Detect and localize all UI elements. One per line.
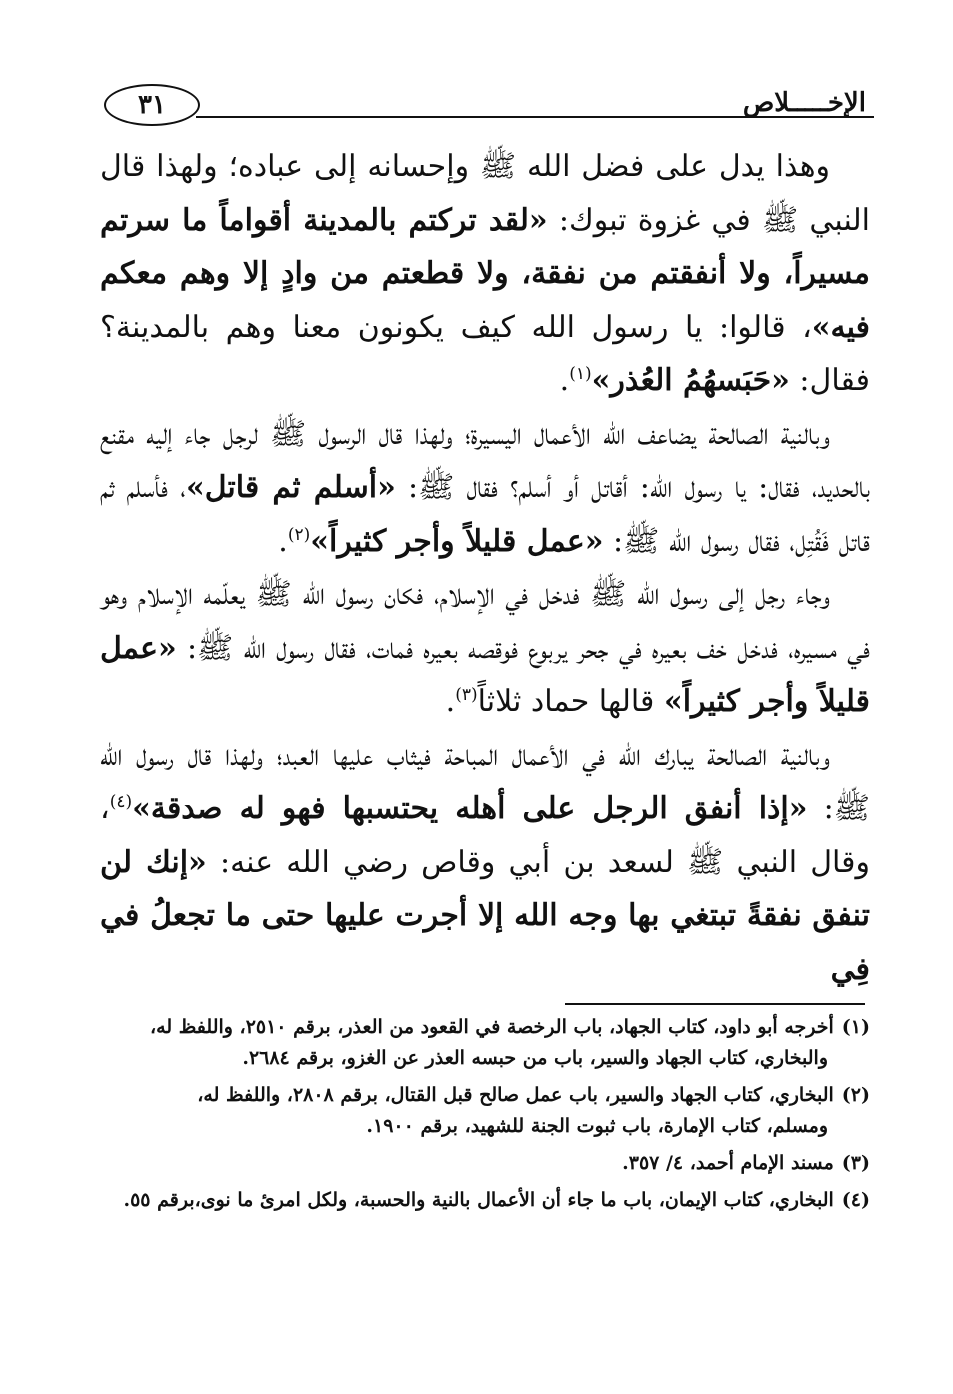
footnote-number: (٤) (841, 1189, 870, 1211)
footnote-separator (565, 1003, 865, 1005)
paragraph-2 (100, 408, 870, 569)
footnote-text: البخاري، كتاب الجهاد والسير، باب عمل صالح قبل القتال، برقم ٢٨٠٨، واللفظ له، (197, 1084, 834, 1106)
footnote-number: (١) (841, 1016, 870, 1038)
paragraph-text: ، فأسلم ثم قاتل فَقُتِل، فقال رسول الله ﷺ: (100, 470, 870, 559)
footnote-text: والبخاري، كتاب الجهاد والسير، باب من حبسه العذر عن الغزو، برقم ٢٦٨٤. (242, 1047, 828, 1069)
footnote-2 (90, 1080, 870, 1142)
running-title: الإخـــــلاص (742, 88, 866, 118)
footnote-marker: (٣) (455, 685, 478, 705)
footnote-text: أخرجه أبو داود، كتاب الجهاد، باب الرخصة في القعود من العذر، برقم ٢٥١٠، واللفظ له، (150, 1016, 834, 1038)
hadith-quote: «أسلم ثم قاتل» (185, 470, 396, 505)
footnote-number: (٣) (841, 1152, 870, 1174)
hadith-quote: «إذا أنفق الرجل على أهله يحتسبها فهو له صدقة» (132, 791, 808, 826)
footnote-text: ومسلم، كتاب الإمارة، باب ثبوت الجنة للشهيد، برقم ١٩٠٠. (366, 1115, 828, 1137)
footnote-3 (90, 1148, 870, 1179)
paragraph-text: . (559, 363, 570, 398)
footnote-number: (٢) (841, 1084, 870, 1106)
paragraph-text: ، قالوا: يا رسول الله كيف يكونون معنا وهم بالمدينة؟ فقال: (100, 309, 870, 398)
hadith-quote: «عمل قليلاً وأجر كثيراً» (100, 630, 870, 719)
footnote-1 (90, 1012, 870, 1074)
paragraph-4 (100, 729, 870, 997)
page-header (100, 82, 880, 132)
hadith-quote: «حَبَسهُمُ العُذر» (591, 363, 790, 398)
paragraph-text: وهذا يدل على فضل الله ﷺ وإحسانه إلى عباده؛ ولهذا قال النبي ﷺ في غزوة تبوك: (100, 149, 870, 238)
paragraph-text: ، وقال النبي ﷺ لسعد بن أبي وقاص رضي الله عنه: (100, 791, 871, 880)
paragraph-text: . (278, 523, 288, 559)
paragraph-3 (100, 568, 870, 729)
paragraph-text: قالها حماد ثلاثاً (477, 684, 664, 719)
page-number: ٣١ (104, 84, 200, 126)
footnote-text: البخاري، كتاب الإيمان، باب ما جاء أن الأعمال بالنية والحسبة، ولكل امرئ ما نوى،برقم ٥٥. (123, 1189, 834, 1211)
footnote-marker: (٤) (109, 792, 133, 812)
paragraph-text: . (445, 684, 456, 719)
paragraph-text: وجاء رجل إلى رسول الله ﷺ فدخل في الإسلام، فكان رسول الله ﷺ يعلّمه الإسلام وهو في مسيره، فدخل خف بعيره في جحر يربوع فوقصه بعيره فمات، فقال رسول الله ﷺ: (100, 577, 870, 666)
footnote-marker: (٢) (287, 524, 311, 545)
hadith-quote: «عمل قليلاً وأجر كثيراً» (310, 523, 604, 559)
hadith-quote: «إنك لن تنفق نفقةً تبتغي بها وجه الله إلا أجرت عليها حتى ما تجعلُ في فِي (100, 844, 870, 987)
footnote-marker: (١) (569, 364, 592, 384)
footnote-4 (90, 1185, 870, 1216)
footnotes (90, 1012, 870, 1222)
paragraph-text: وبالنية الصالحة يبارك الله في الأعمال المباحة فيثاب عليها العبد؛ ولهذا قال رسول الله ﷺ: (100, 737, 870, 826)
footnote-text: مسند الإمام أحمد، ٤/ ٣٥٧. (622, 1152, 834, 1174)
paragraph-text: وبالنية الصالحة يضاعف الله الأعمال اليسيرة؛ ولهذا قال الرسول ﷺ لرجل جاء إليه مقنع بالحديد، فقال: يا رسول الله: أقاتل أو أسلم؟ فقال ﷺ: (100, 416, 871, 505)
paragraph-1 (100, 140, 870, 408)
hadith-quote: «لقد تركتم بالمدينة أقواماً ما سرتم مسيراً، ولا أنفقتم من نفقة، ولا قطعتم من وادٍ إلا وهم معكم فيه» (100, 202, 870, 345)
main-text (100, 140, 870, 996)
